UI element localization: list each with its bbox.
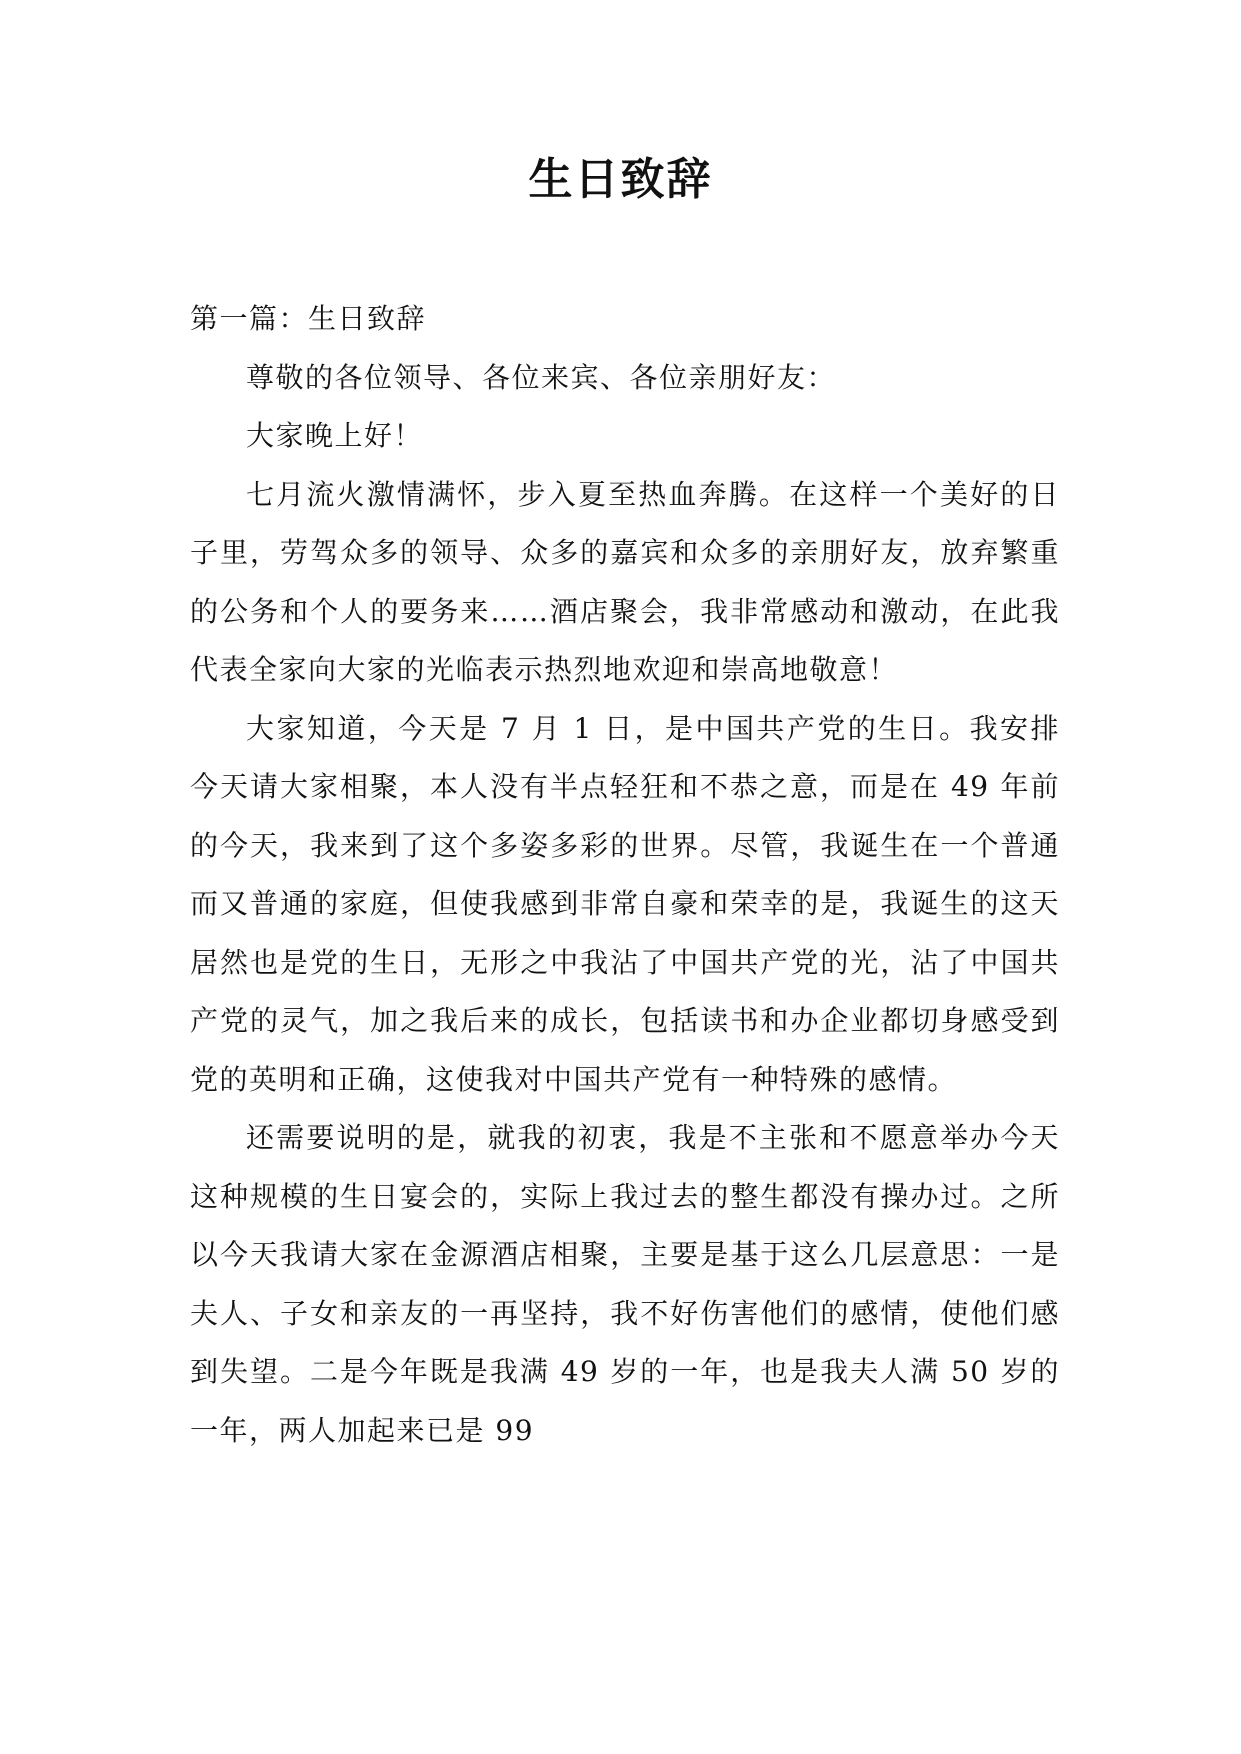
section-heading: 第一篇：生日致辞	[190, 302, 427, 335]
body-paragraph-welcome: 七月流火激情满怀，步入夏至热血奔腾。在这样一个美好的日子里，劳驾众多的领导、众多的嘉宾和众多的亲朋好友，放弃繁重的公务和个人的要务来……酒店聚会，我非常感动和激动，在此我代表全家向大家的光临表示热烈地欢迎和崇高地敬意！	[190, 477, 1060, 686]
body-paragraph-reasons: 还需要说明的是，就我的初衷，我是不主张和不愿意举办今天这种规模的生日宴会的，实际上我过去的整生都没有操办过。之所以今天我请大家在金源酒店相聚，主要是基于这么几层意思：一是夫人、子女和亲友的一再坚持，我不好伤害他们的感情，使他们感到失望。二是今年既是我满 49 岁的一年，也是我夫人满 50 岁的一年，两人加起来已是 99	[190, 1121, 1060, 1447]
body-paragraph-birthday: 大家知道，今天是 7 月 1 日，是中国共产党的生日。我安排今天请大家相聚，本人没有半点轻狂和不恭之意，而是在 49 年前的今天，我来到了这个多姿多彩的世界。尽管，我诞生在一个普通而又普通的家庭，但使我感到非常自豪和荣幸的是，我诞生的这天居然也是党的生日，无形之中我沾了中国共产党的光，沾了中国共产党的灵气，加之我后来的成长，包括读书和办企业都切身感受到党的英明和正确，这使我对中国共产党有一种特殊的感情。	[190, 711, 1060, 1096]
document-body	[190, 290, 1060, 1460]
greeting-paragraph: 大家晚上好！	[246, 419, 424, 452]
document-title: 生日致辞	[528, 154, 713, 205]
salutation-paragraph: 尊敬的各位领导、各位来宾、各位亲朋好友：	[246, 360, 837, 394]
